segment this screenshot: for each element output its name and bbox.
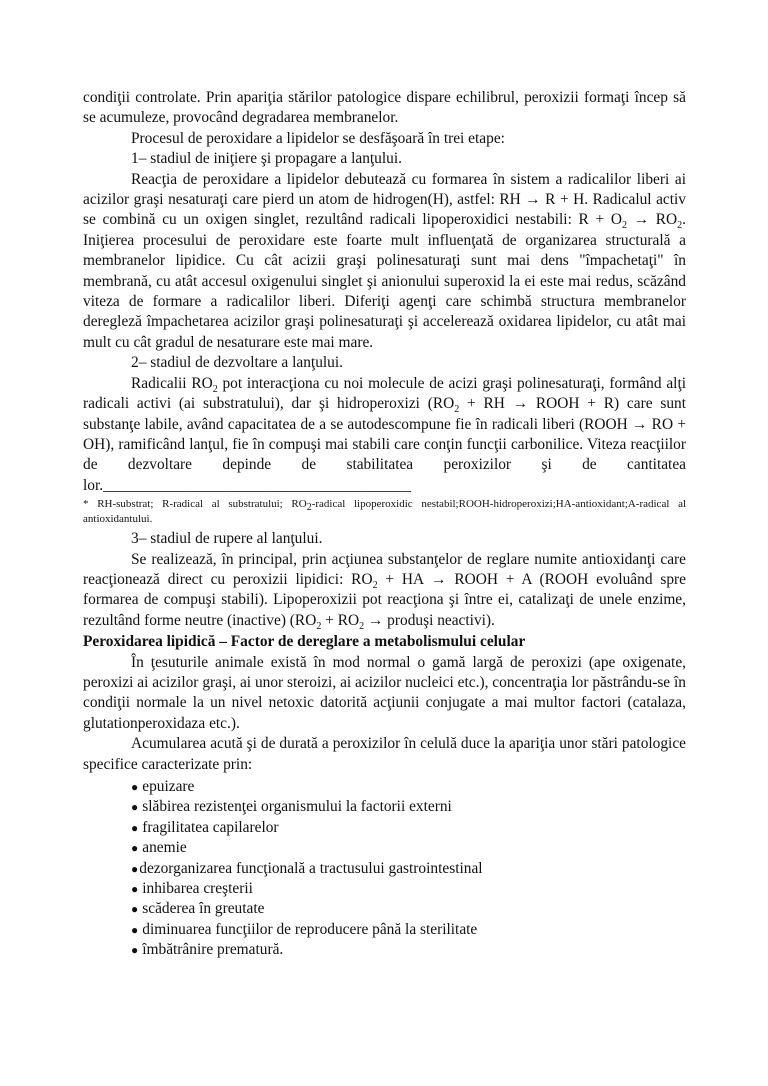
stage-1-title: 1– stadiul de iniţiere şi propagare a lanţului. (131, 150, 402, 168)
section-heading: Peroxidarea lipidică – Factor de dereglare a metabolismului celular (83, 633, 526, 651)
list-item: ● scăderea în greutate (131, 900, 265, 918)
list-item: ● slăbirea rezistenţei organismului la factorii externi (131, 798, 452, 816)
bullet-icon: ● (131, 881, 139, 896)
bullet-icon: ● (131, 800, 139, 815)
bullet-icon: ● (131, 841, 139, 856)
paragraph-tissue-peroxides: În ţesuturile animale există în mod normal o gamă largă de peroxizi (ape oxigenate, peroxizi ai acizilor graşi, ai unor steroizi, ai acizilor nucleici etc.), concentraţia lor păstrându-se în condiţii normale la un nivel netoxic datorită acţiunii conjugate a mai multor factori (catalaza, glutationperoxidaza etc.). (83, 653, 686, 732)
paragraph-initiation: Reacţia de peroxidare a lipidelor debutează cu formarea în sistem a radicalilor liberi ai acizilor graşi nesaturaţi care pierd un atom de hidrogen(H), astfel: RH → R + H. Radicalul activ se combină cu un oxigen singlet, rezultând radicali lipoperoxidici nestabili: $R + O_2 \to RO_2$. Iniţierea procesului de peroxidare este foarte mult influenţată de organizarea structurală a membranelor lipidice. Cu cât acizii graşi polinesaturaţi sunt mai dens "împachetaţi" în membrană, cu atât accesul oxigenului singlet şi anionului superoxid la ei este mai redus, scăzând viteza de formare a radicalilor liberi. Diferiţi agenţi care schimbă structura membranelor deregleză împachetarea acizilor graşi polinesaturaţi şi accelerează oxidarea lipidelor, cu atât mai mult cu cât gradul de nesaturare este mai mare. (83, 170, 687, 351)
stage-3-title: 3– stadiul de rupere al lanţului. (131, 530, 323, 548)
paragraph-accumulation: Acumularea acută şi de durată a peroxizilor în celulă duce la apariţia unor stări patologice specifice caracterizate prin: (83, 735, 686, 773)
paragraph-termination: Se realizează, în principal, prin acţiunea substanţelor de reglare numite antioxidanţi care reacţionează direct cu peroxizii lipidici: $RO_2$ + HA → ROOH + A (ROOH evoluând spre formarea de compuşi stabili). Lipoperoxizii pot reacţiona şi între ei, catalizaţi de unele enzime, rezultând forme neutre (inactive) ($RO_2 + RO_2$ → produşi neactivi). (83, 550, 686, 632)
bullet-icon: ● (131, 902, 139, 917)
paragraph-intro-continuation: condiţii controlate. Prin apariţia stărilor patologice dispare echilibrul, peroxizii formaţi încep să se acumuleze, provocând degradarea membranelor. (83, 89, 686, 127)
document-page (83, 88, 686, 961)
paragraph-stages-intro: Procesul de peroxidare a lipidelor se desfăşoară în trei etape: (131, 129, 505, 147)
stage-2-title: 2– stadiul de dezvoltare a lanţului. (131, 354, 343, 372)
pathology-list (83, 777, 686, 961)
bullet-icon: ● (131, 922, 139, 937)
list-item: ● îmbătrânire prematură. (131, 941, 284, 959)
paragraph-development: Radicalii $RO_2$ pot interacţiona cu noi molecule de acizi graşi polinesaturaţi, formând alţi radicali activi (ai substratului), dar şi hidroperoxizi ($RO_2$ + RH → ROOH + R) care sunt substanţe labile, având capacitatea de a se autodescompune fie în radicali liberi (ROOH → RO + OH), ramificând lanţul, fie în compuşi mai stabili care conţin funcţii carbonilice. Viteza reacţiilor de dezvoltare depinde de stabilitatea peroxizilor şi de cantitatea lor.________________________________________ (83, 374, 687, 494)
bullet-icon: ● (131, 780, 139, 794)
list-item: ● anemie (131, 839, 187, 857)
list-item: ● epuizare (131, 778, 195, 795)
list-item: ● fragilitatea capilarelor (131, 818, 279, 836)
bullet-icon: ● (131, 943, 139, 958)
bullet-icon: ● (131, 820, 139, 835)
list-item: ●dezorganizarea funcţională a tractusului gastrointestinal (131, 859, 483, 877)
bullet-icon: ● (131, 861, 139, 876)
footnote: * RH-substrat; R-radical al substratului; $RO_2$-radical lipoperoxidic nestabil;ROOH-hidroperoxizi;HA-antioxidant;A-radical al antioxidantului. (83, 498, 687, 526)
list-item: ● diminuarea funcţiilor de reproducere până la sterilitate (131, 920, 478, 938)
list-item: ● inhibarea creşterii (131, 879, 253, 897)
